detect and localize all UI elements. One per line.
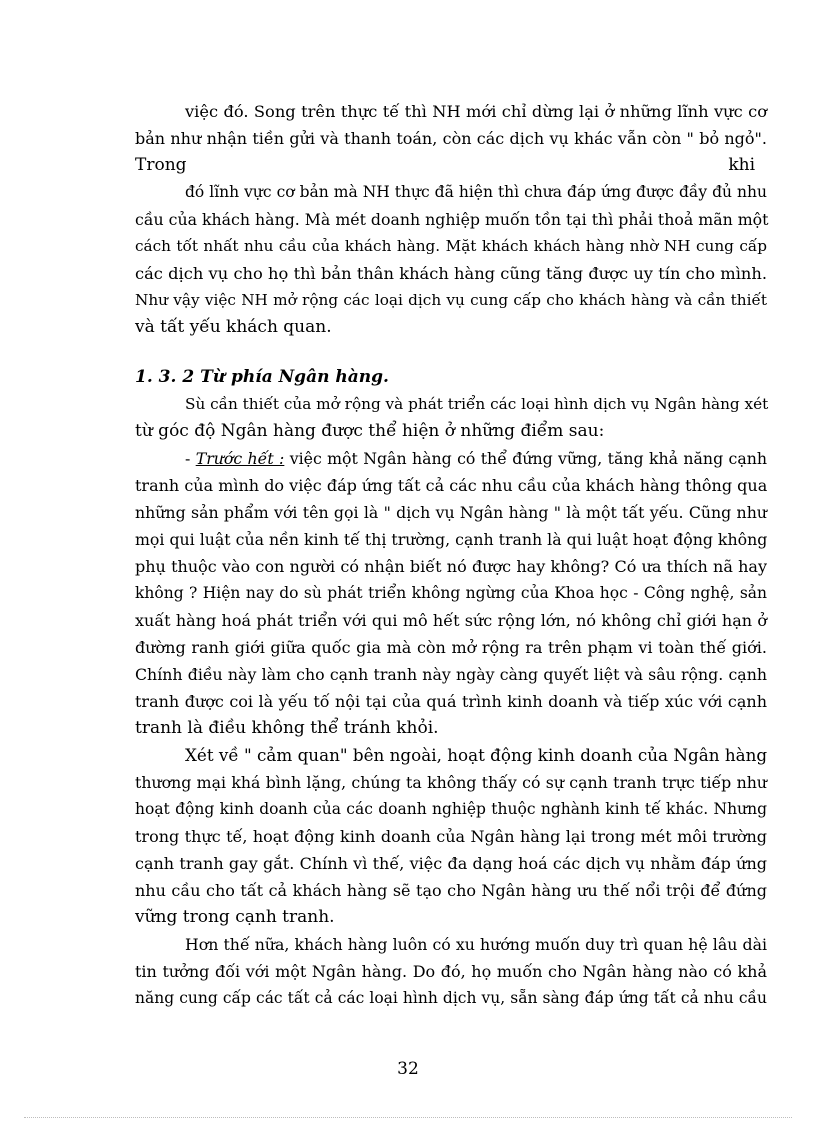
text-line: cạnh tranh gay gắt. Chính vì thế, việc đa dạng hoá các dịch vụ nhằm đáp ứng — [135, 854, 767, 873]
text-line: tin tưởng đối với một Ngân hàng. Do đó, họ muốn cho Ngân hàng nào có khả — [135, 962, 767, 981]
text-line: phụ thuộc vào con người có nhận biết nó được hay không? Có ưa thích nã hay — [135, 557, 767, 576]
text-line: các dịch vụ cho họ thì bản thân khách hàng cũng tăng được uy tín cho mình. — [135, 264, 767, 283]
text-line — [135, 152, 767, 179]
section-heading: 1. 3. 2 Từ phía Ngân hàng. — [135, 367, 389, 387]
text-line: xuất hàng hoá phát triển với qui mô hết sức rộng lớn, nó không chỉ giới hạn ở — [135, 611, 767, 630]
text-line: Chính điều này làm cho cạnh tranh này ngày càng quyết liệt và sâu rộng. cạnh — [135, 665, 767, 684]
text-line: vững trong cạnh tranh. — [135, 907, 335, 927]
text-line: trong thực tế, hoạt động kinh doanh của Ngân hàng lại trong mét môi trường — [135, 827, 767, 846]
text-line: bản như nhận tiền gửi và thanh toán, còn các dịch vụ khác vẫn còn " bỏ ngỏ". — [135, 129, 767, 148]
text-line: không ? Hiện nay do sù phát triển không ngừng của Khoa học - Công nghệ, sản — [135, 584, 767, 602]
text-line: mọi qui luật của nền kinh tế thị trường, cạnh tranh là qui luật hoạt động không — [135, 530, 768, 549]
text-line: Như vậy việc NH mở rộng các loại dịch vụ cung cấp cho khách hàng và cần thiết — [135, 291, 767, 309]
text-line: Sù cần thiết của mở rộng và phát triển các loại hình dịch vụ Ngân hàng xét — [185, 395, 769, 413]
text-fragment: khi — [728, 155, 755, 175]
text-line: năng cung cấp các tất cả các loại hình dịch vụ, sẵn sàng đáp ứng tất cả nhu cầu — [135, 989, 767, 1007]
page-border-dotted — [24, 1117, 792, 1118]
page-number: 32 — [397, 1059, 419, 1079]
text-line: nhu cầu cho tất cả khách hàng sẽ tạo cho Ngân hàng ưu thế nổi trội để đứng — [135, 881, 767, 900]
text-fragment: Trong — [135, 155, 187, 175]
text-line: cách tốt nhất nhu cầu của khách hàng. Mặt khách khách hàng nhờ NH cung cấp — [135, 237, 767, 255]
text-fragment: việc một Ngân hàng có thể đứng vững, tăng khả năng cạnh — [284, 449, 767, 468]
text-line: đường ranh giới giữa quốc gia mà còn mở rộng ra trên phạm vi toàn thế giới. — [135, 638, 767, 657]
text-line: Xét về " cảm quan" bên ngoài, hoạt động kinh doanh của Ngân hàng — [185, 745, 768, 765]
text-line: tranh được coi là yếu tố nội tại của quá trình kinh doanh và tiếp xúc với cạnh — [135, 692, 767, 711]
text-line: Hơn thế nữa, khách hàng luôn có xu hướng muốn duy trì quan hệ lâu dài — [185, 935, 767, 954]
text-line: hoạt động kinh doanh của các doanh nghiệp thuộc nghành kinh tế khác. Nhưng — [135, 800, 767, 818]
lead-label: Trước hết : — [195, 449, 285, 468]
dash: - — [185, 449, 196, 468]
text-line: việc đó. Song trên thực tế thì NH mới chỉ dừng lại ở những lĩnh vực cơ — [185, 102, 767, 121]
paragraph-intro — [135, 98, 767, 341]
text-line: những sản phẩm với tên gọi là " dịch vụ Ngân hàng " là một tất yếu. Cũng như — [135, 503, 767, 522]
text-line: cầu của khách hàng. Mà mét doanh nghiệp muốn tồn tại thì phải thoả mãn một — [135, 210, 769, 229]
text-line: tranh là điều không thể tránh khỏi. — [135, 718, 439, 738]
text-line: thương mại khá bình lặng, chúng ta không thấy có sự cạnh tranh trực tiếp như — [135, 773, 767, 792]
text-line: từ góc độ Ngân hàng được thể hiện ở những điểm sau: — [135, 421, 605, 441]
text-line — [135, 445, 767, 472]
paragraph-body — [135, 391, 767, 1012]
text-line: đó lĩnh vực cơ bản mà NH thực đã hiện thì chưa đáp ứng được đầy đủ nhu — [185, 183, 767, 201]
text-line: và tất yếu khách quan. — [135, 317, 332, 337]
text-line: tranh của mình do việc đáp ứng tất cả các nhu cầu của khách hàng thông qua — [135, 476, 768, 495]
